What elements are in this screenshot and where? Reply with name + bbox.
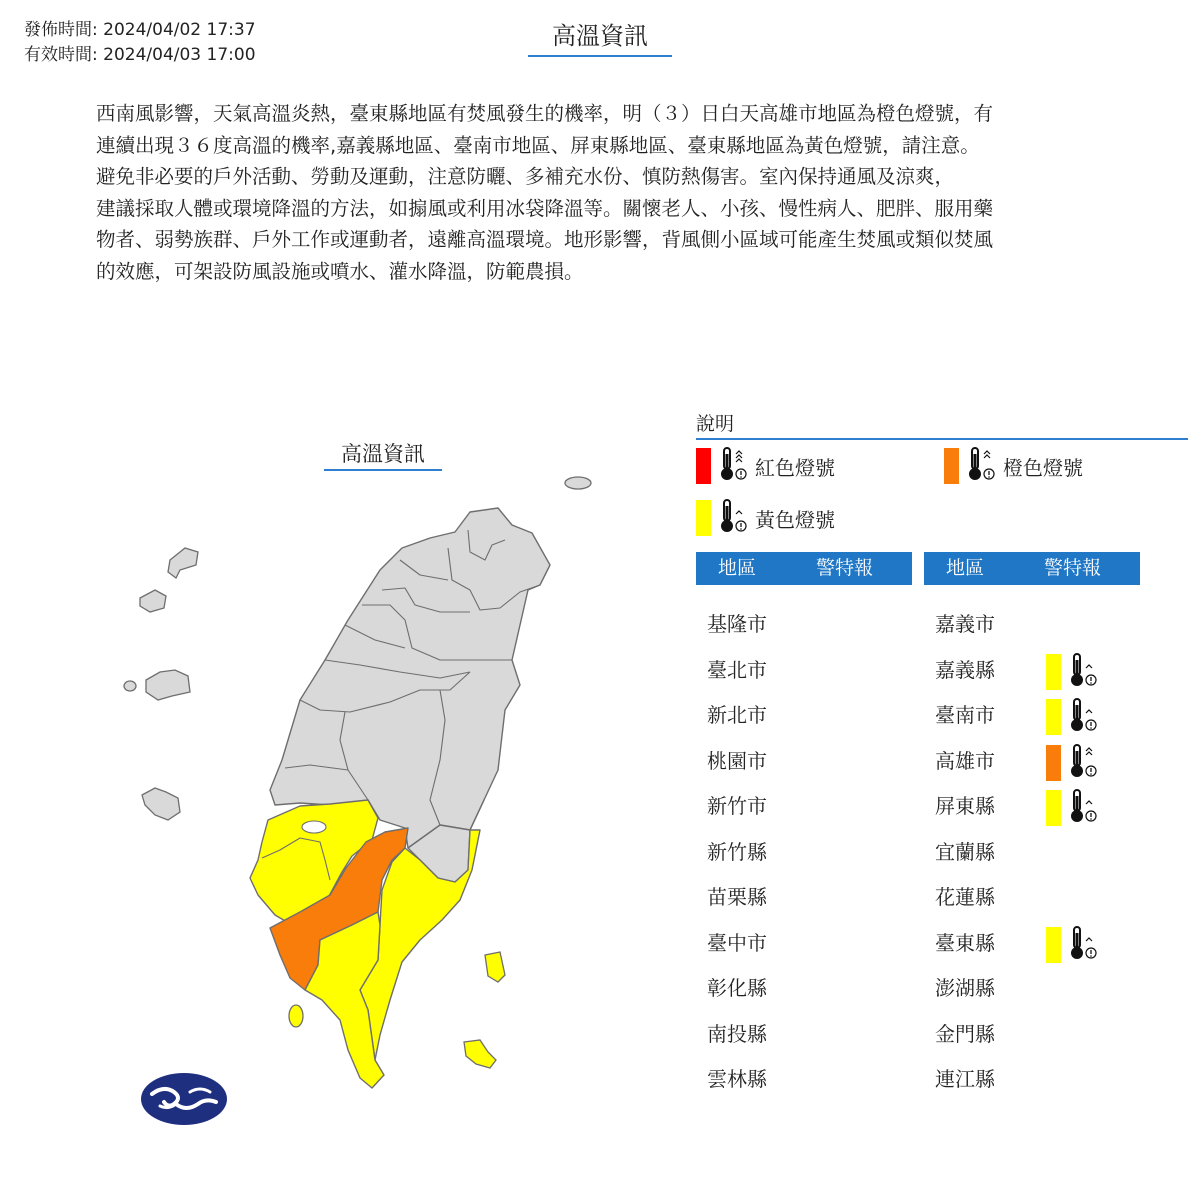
legend-label: 橙色燈號 xyxy=(1003,455,1083,480)
table-header-left xyxy=(696,552,912,585)
description-line: 避免非必要的戶外活動、勞動及運動，注意防曬、多補充水份、慎防熱傷害。室內保持通風及涼爽， xyxy=(96,165,955,188)
map-island-orchid xyxy=(464,1040,496,1068)
map-island-greenisland xyxy=(485,952,505,982)
region-row xyxy=(935,1018,1135,1050)
region-row xyxy=(707,927,907,959)
region-row xyxy=(707,881,907,913)
map-island-penghu-5 xyxy=(142,788,180,820)
region-name: 花蓮縣 xyxy=(935,885,995,909)
region-row xyxy=(935,699,1135,731)
region-name: 雲林縣 xyxy=(707,1067,767,1091)
description-line: 的效應，可架設防風設施或噴水、灌水降溫，防範農損。 xyxy=(96,259,584,283)
map-island-penghu-4 xyxy=(124,681,136,691)
map-island-guishan xyxy=(565,477,591,489)
thermometer-warning-icon xyxy=(1067,652,1099,692)
region-header: 地區 xyxy=(718,557,757,579)
table-header-right xyxy=(924,552,1140,585)
region-name: 臺東縣 xyxy=(935,930,995,955)
thermometer-high-icon xyxy=(965,446,997,486)
region-row xyxy=(935,836,1135,868)
region-name: 基隆市 xyxy=(707,612,767,636)
description-line: 連續出現３６度高溫的機率,嘉義縣地區、臺南市地區、屏東縣地區、臺東縣地區為黃色燈號，請注意。 xyxy=(96,133,980,157)
warning-swatch xyxy=(1046,699,1061,735)
map-island-penghu-2 xyxy=(140,590,166,612)
description-line: 西南風影響，天氣高溫炎熱，臺東縣地區有焚風發生的機率，明（３）日白天高雄市地區為橙色燈號，有 xyxy=(96,102,994,125)
region-row xyxy=(935,654,1135,686)
legend-item-red xyxy=(696,448,835,484)
thermometer-high-icon xyxy=(1067,743,1099,783)
warning-header: 警特報 xyxy=(816,557,874,579)
warning-marker-orange xyxy=(1046,743,1099,783)
region-name: 南投縣 xyxy=(707,1021,767,1046)
region-row xyxy=(707,1018,907,1050)
warning-swatch xyxy=(1046,790,1061,826)
issue-time: 發佈時間: 2024/04/02 17:37 xyxy=(24,20,256,40)
region-name: 澎湖縣 xyxy=(935,976,995,1000)
legend-item-yellow xyxy=(696,500,835,536)
region-row xyxy=(707,654,907,686)
description-line: 物者、弱勢族群、戶外工作或運動者，遠離高溫環境。地形影響，背風側小區域可能產生焚風或類似焚風 xyxy=(96,228,994,251)
warning-marker-yellow xyxy=(1046,925,1099,965)
warning-marker-yellow xyxy=(1046,652,1099,692)
warning-swatch xyxy=(1046,745,1061,781)
map-island-penghu-1 xyxy=(168,548,198,578)
legend-swatch-red xyxy=(696,448,711,484)
region-name: 宜蘭縣 xyxy=(935,839,995,864)
legend-title: 說明 xyxy=(696,411,1188,440)
region-name: 金門縣 xyxy=(935,1021,995,1046)
map-region-north-central xyxy=(270,508,550,848)
region-row xyxy=(707,1063,907,1095)
legend-swatch-orange xyxy=(944,448,959,484)
region-row xyxy=(707,836,907,868)
region-row xyxy=(935,745,1135,777)
region-name: 嘉義市 xyxy=(935,612,995,636)
thermometer-high-icon xyxy=(717,446,749,486)
region-row xyxy=(707,972,907,1004)
region-name: 新竹市 xyxy=(707,794,767,818)
region-name: 嘉義縣 xyxy=(935,657,995,682)
legend-swatch-yellow xyxy=(696,500,711,536)
region-name: 高雄市 xyxy=(935,748,995,773)
thermometer-warning-icon xyxy=(717,498,749,538)
region-name: 苗栗縣 xyxy=(707,885,767,909)
region-name: 臺南市 xyxy=(935,703,995,727)
page-title: 高溫資訊 xyxy=(528,20,672,57)
region-name: 臺北市 xyxy=(707,657,767,682)
region-row xyxy=(935,927,1135,959)
region-row xyxy=(935,972,1135,1004)
thermometer-warning-icon xyxy=(1067,788,1099,828)
warning-marker-yellow xyxy=(1046,697,1099,737)
legend-label: 紅色燈號 xyxy=(755,455,835,480)
map-island-liuqiu xyxy=(289,1005,303,1027)
warning-swatch xyxy=(1046,654,1061,690)
region-row xyxy=(707,790,907,822)
thermometer-warning-icon xyxy=(1067,925,1099,965)
region-name: 彰化縣 xyxy=(707,976,767,1000)
map-island-penghu-3 xyxy=(146,670,190,700)
warning-swatch xyxy=(1046,927,1061,963)
warning-header: 警特報 xyxy=(1044,557,1102,579)
cwa-logo-icon xyxy=(141,1073,227,1125)
region-row xyxy=(935,1063,1135,1095)
description-line: 建議採取人體或環境降溫的方法，如搧風或利用冰袋降溫等。關懷老人、小孩、慢性病人、肥胖、服用藥 xyxy=(96,196,994,220)
region-name: 連江縣 xyxy=(935,1067,995,1091)
region-name: 新竹縣 xyxy=(707,839,767,864)
region-row xyxy=(935,790,1135,822)
region-row xyxy=(707,608,907,640)
region-name: 臺中市 xyxy=(707,930,767,955)
region-name: 新北市 xyxy=(707,703,767,727)
region-row xyxy=(707,745,907,777)
region-row xyxy=(935,608,1135,640)
region-row xyxy=(707,699,907,731)
warning-marker-yellow xyxy=(1046,788,1099,828)
region-row xyxy=(935,881,1135,913)
region-name: 桃園市 xyxy=(707,748,767,773)
map-title: 高溫資訊 xyxy=(324,440,442,471)
region-header: 地區 xyxy=(946,557,985,579)
valid-time: 有效時間: 2024/04/03 17:00 xyxy=(24,45,256,65)
thermometer-warning-icon xyxy=(1067,697,1099,737)
legend-item-orange xyxy=(944,448,1083,484)
region-name: 屏東縣 xyxy=(935,794,995,818)
legend-label: 黃色燈號 xyxy=(755,507,835,532)
